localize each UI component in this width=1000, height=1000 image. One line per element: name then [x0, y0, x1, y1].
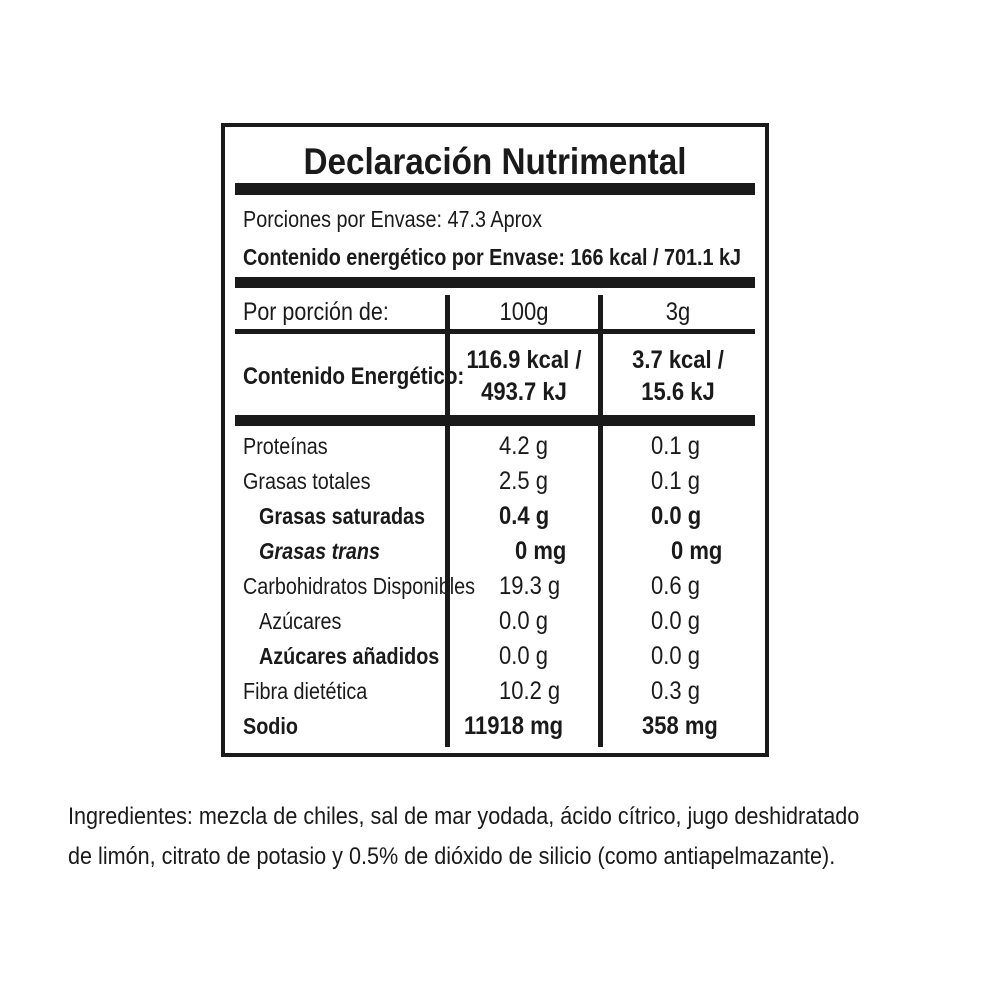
energy-3g-kj: 15.6 kJ: [641, 378, 715, 406]
nutrient-label-grasas-trans: [259, 537, 380, 565]
ingredients-text: [68, 797, 948, 877]
energy-label: Contenido Energético:: [243, 363, 465, 390]
serving-header-label: Por porción de:: [243, 298, 389, 326]
ingredients-line-1: Ingredientes: mezcla de chiles, sal de mar yodada, ácido cítrico, jugo deshidratado: [68, 803, 860, 830]
energy-3g-kcal: 3.7 kcal /: [632, 346, 724, 374]
column-separator-2: [598, 295, 603, 747]
nutrient-label-proteinas: Proteínas: [243, 433, 328, 459]
grasas-trans-label-part2: trans: [331, 538, 380, 564]
nutrient-100g-fibra: 10.2 g: [499, 677, 561, 705]
thin-divider-1: [235, 329, 755, 334]
nutrient-label-azucares: Azúcares: [259, 608, 342, 634]
nutrient-100g-grasas-saturadas: 0.4 g: [499, 502, 550, 530]
ingredients-line-2: de limón, citrato de potasio y 0.5% de dióxido de silicio (como antiapelmazante).: [68, 843, 836, 870]
nutrient-100g-azucares: 0.0 g: [499, 607, 548, 635]
nutrient-label-carbohidratos: Carbohidratos Disponibles: [243, 573, 475, 599]
nutrient-label-sodio: Sodio: [243, 713, 298, 739]
nutrient-label-azucares-anadidos: Azúcares añadidos: [259, 643, 440, 669]
nutrient-label-grasas-totales: Grasas totales: [243, 468, 371, 494]
column-header-100g: 100g: [499, 298, 549, 326]
thick-divider-top: [235, 183, 755, 195]
nutrient-3g-sodio: 358 mg: [642, 712, 718, 740]
column-header-3g: 3g: [665, 298, 691, 326]
grasas-trans-label-part1: Grasas: [259, 538, 332, 564]
nutrient-3g-grasas-trans: 0 mg: [671, 537, 723, 565]
nutrient-100g-azucares-anadidos: 0.0 g: [499, 642, 548, 670]
nutrient-100g-carbohidratos: 19.3 g: [499, 572, 561, 600]
nutrient-100g-grasas-totales: 2.5 g: [499, 467, 548, 495]
panel-title: Declaración Nutrimental: [303, 141, 687, 182]
nutrition-facts-panel: [221, 123, 769, 757]
nutrient-label-fibra: Fibra dietética: [243, 678, 368, 704]
nutrient-label-grasas-saturadas: Grasas saturadas: [259, 503, 426, 529]
nutrient-100g-proteinas: 4.2 g: [499, 432, 548, 460]
nutrient-3g-proteinas: 0.1 g: [651, 432, 700, 460]
thick-divider-bottom: [235, 415, 755, 426]
nutrient-100g-grasas-trans: 0 mg: [515, 537, 567, 565]
energy-100g-kcal: 116.9 kcal /: [466, 346, 582, 374]
nutrient-3g-grasas-saturadas: 0.0 g: [651, 502, 702, 530]
thick-divider-mid: [235, 277, 755, 288]
nutrient-3g-carbohidratos: 0.6 g: [651, 572, 700, 600]
energy-per-container: Contenido energético por Envase: 166 kcal / 701.1 kJ: [243, 244, 742, 270]
nutrient-3g-grasas-totales: 0.1 g: [651, 467, 700, 495]
servings-per-container: Porciones por Envase: 47.3 Aprox: [243, 206, 543, 232]
nutrient-100g-sodio: 11918 mg: [464, 712, 564, 740]
nutrient-3g-azucares: 0.0 g: [651, 607, 700, 635]
nutrient-3g-fibra: 0.3 g: [651, 677, 700, 705]
nutrient-3g-azucares-anadidos: 0.0 g: [651, 642, 700, 670]
energy-100g-kj: 493.7 kJ: [481, 378, 567, 406]
